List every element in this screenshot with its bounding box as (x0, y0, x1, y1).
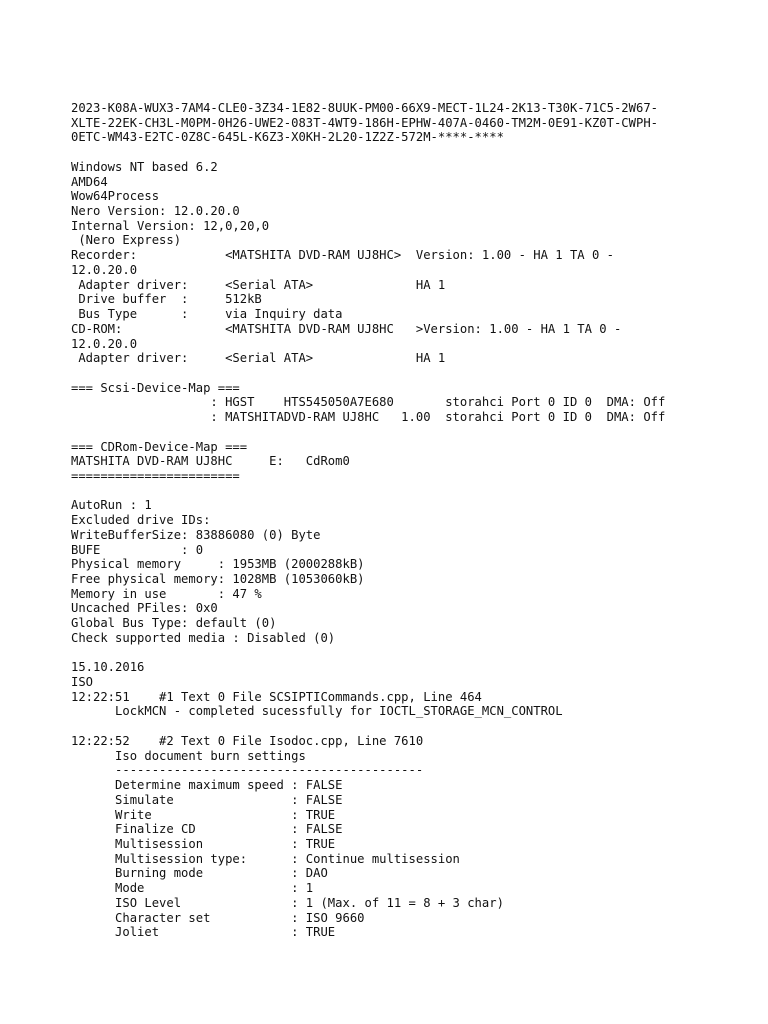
log-line: === CDRom-Device-Map === (71, 439, 248, 454)
log-line: LockMCN - completed sucessfully for IOCTL_STORAGE_MCN_CONTROL (71, 704, 563, 719)
log-line: : MATSHITADVD-RAM UJ8HC 1.00 storahci Port 0 ID 0 DMA: Off (71, 410, 666, 425)
log-line: Joliet : TRUE (71, 925, 336, 940)
log-line: 12:22:51 #1 Text 0 File SCSIPTICommands.cpp, Line 464 (71, 689, 482, 704)
log-line: Windows NT based 6.2 (71, 159, 218, 174)
log-line: 0ETC-WM43-E2TC-0Z8C-645L-K6Z3-X0KH-2L20-1Z2Z-572M-****-**** (71, 130, 504, 145)
log-line: BUFE : 0 (71, 542, 204, 557)
log-line (71, 425, 665, 440)
log-line: Recorder: <MATSHITA DVD-RAM UJ8HC> Version: 1.00 - HA 1 TA 0 - (71, 248, 614, 263)
log-line: Wow64Process (71, 189, 160, 204)
log-line (71, 145, 665, 160)
log-line: : HGST HTS545050A7E680 storahci Port 0 ID 0 DMA: Off (71, 395, 666, 410)
log-line: Determine maximum speed : FALSE (71, 778, 343, 793)
log-line: (Nero Express) (71, 233, 182, 248)
log-line: Excluded drive IDs: (71, 513, 211, 528)
log-line: Burning mode : DAO (71, 866, 328, 881)
log-line: Global Bus Type: default (0) (71, 616, 277, 631)
log-line: WriteBufferSize: 83886080 (0) Byte (71, 527, 321, 542)
log-line: Internal Version: 12,0,20,0 (71, 218, 270, 233)
log-line: Drive buffer : 512kB (71, 292, 262, 307)
log-line: 15.10.2016 (71, 660, 145, 675)
log-line: Iso document burn settings (71, 748, 306, 763)
log-line: Adapter driver: <Serial ATA> HA 1 (71, 277, 446, 292)
log-line: Check supported media : Disabled (0) (71, 630, 336, 645)
log-line: ISO Level : 1 (Max. of 11 = 8 + 3 char) (71, 895, 504, 910)
log-line: Write : TRUE (71, 807, 336, 822)
log-line: ======================= (71, 468, 240, 483)
log-line: 2023-K08A-WUX3-7AM4-CLE0-3Z34-1E82-8UUK-PM00-66X9-MECT-1L24-2K13-T30K-71C5-2W67- (71, 101, 658, 115)
log-line (71, 719, 665, 734)
log-line: Free physical memory: 1028MB (1053060kB) (71, 572, 365, 586)
log-line: ------------------------------------------ (71, 763, 424, 778)
log-line: ISO (71, 675, 94, 690)
log-text (71, 101, 665, 940)
log-line: XLTE-22EK-CH3L-M0PM-0H26-UWE2-083T-4WT9-186H-EPHW-407A-0460-TM2M-0E91-KZ0T-CWPH- (71, 115, 658, 130)
log-line: 12.0.20.0 (71, 262, 138, 277)
log-line (71, 646, 665, 661)
log-line: Nero Version: 12.0.20.0 (71, 204, 240, 219)
log-line: Physical memory : 1953MB (2000288kB) (71, 557, 365, 572)
log-line: CD-ROM: <MATSHITA DVD-RAM UJ8HC >Version: 1.00 - HA 1 TA 0 - (71, 321, 622, 336)
log-line: === Scsi-Device-Map === (71, 380, 240, 395)
log-line: Adapter driver: <Serial ATA> HA 1 (71, 351, 446, 366)
log-line: Finalize CD : FALSE (71, 822, 343, 837)
log-line: Simulate : FALSE (71, 792, 343, 807)
log-line: Uncached PFiles: 0x0 (71, 601, 218, 616)
log-line (71, 484, 665, 499)
log-line: Mode : 1 (71, 881, 314, 896)
log-line: Memory in use : 47 % (71, 586, 262, 601)
log-line (71, 366, 665, 381)
log-line: Character set : ISO 9660 (71, 910, 365, 925)
log-line: 12.0.20.0 (71, 336, 138, 351)
log-line: MATSHITA DVD-RAM UJ8HC E: CdRom0 (71, 454, 350, 469)
log-line: Multisession type: : Continue multisession (71, 851, 460, 866)
log-line: 12:22:52 #2 Text 0 File Isodoc.cpp, Line 7610 (71, 733, 424, 748)
log-line: Bus Type : via Inquiry data (71, 307, 343, 322)
log-line: AMD64 (71, 174, 108, 189)
log-line: AutoRun : 1 (71, 498, 152, 513)
log-line: Multisession : TRUE (71, 836, 336, 851)
